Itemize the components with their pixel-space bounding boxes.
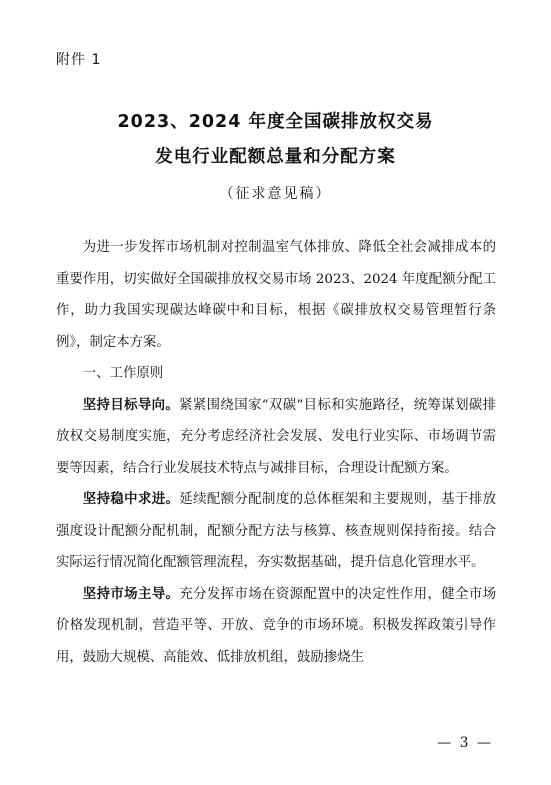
principle-text: 紧紧围绕国家“双碳”目标和实施路径，统筹谋划碳排放权交易制度实施，充分考虑经济社会发展、发电行业实际、市场调节需要等因素，结合行业发展技术特点与减排目标，合理设计配额方案。 bbox=[56, 397, 496, 476]
document-body bbox=[56, 232, 496, 673]
page-number: — 3 — bbox=[437, 735, 493, 751]
document-title-line2: 发电行业配额总量和分配方案 bbox=[155, 147, 396, 167]
section-heading: 一、工作原则 bbox=[82, 366, 164, 381]
principle-lead: 坚持稳中求进。 bbox=[82, 492, 180, 507]
intro-paragraph: 为进一步发挥市场机制对控制温室气体排放、降低全社会减排成本的重要作用，切实做好全国碳排放权交易市场 2023、2024 年度配额分配工作，助力我国实现碳达峰碳中和目标，根据《碳排放权交易管理暂行条例》，制定本方案。 bbox=[56, 240, 496, 350]
principle-text: 充分发挥市场在资源配置中的决定性作用，健全市场价格发现机制，营造平等、开放、竞争的市场环境。积极发挥政策引导作用，鼓励大规模、高能效、低排放机组，鼓励掺烧生 bbox=[56, 586, 497, 665]
document-title-line1: 2023、2024 年度全国碳排放权交易 bbox=[117, 112, 434, 132]
principle-paragraph bbox=[56, 484, 496, 579]
attachment-label: 附件 1 bbox=[56, 52, 102, 68]
document-subtitle: （征求意见稿） bbox=[219, 186, 332, 202]
principle-lead: 坚持市场主导。 bbox=[82, 586, 180, 602]
principle-paragraph bbox=[56, 579, 496, 674]
principle-lead: 坚持目标导向。 bbox=[82, 397, 180, 413]
principle-text: 延续配额分配制度的总体框架和主要规则，基于排放强度设计配额分配机制，配额分配方法与核算、核查规则保持衔接。结合实际运行情况简化配额管理流程，夯实数据基础，提升信息化管理水平。 bbox=[56, 492, 497, 570]
principle-paragraph bbox=[56, 390, 496, 485]
